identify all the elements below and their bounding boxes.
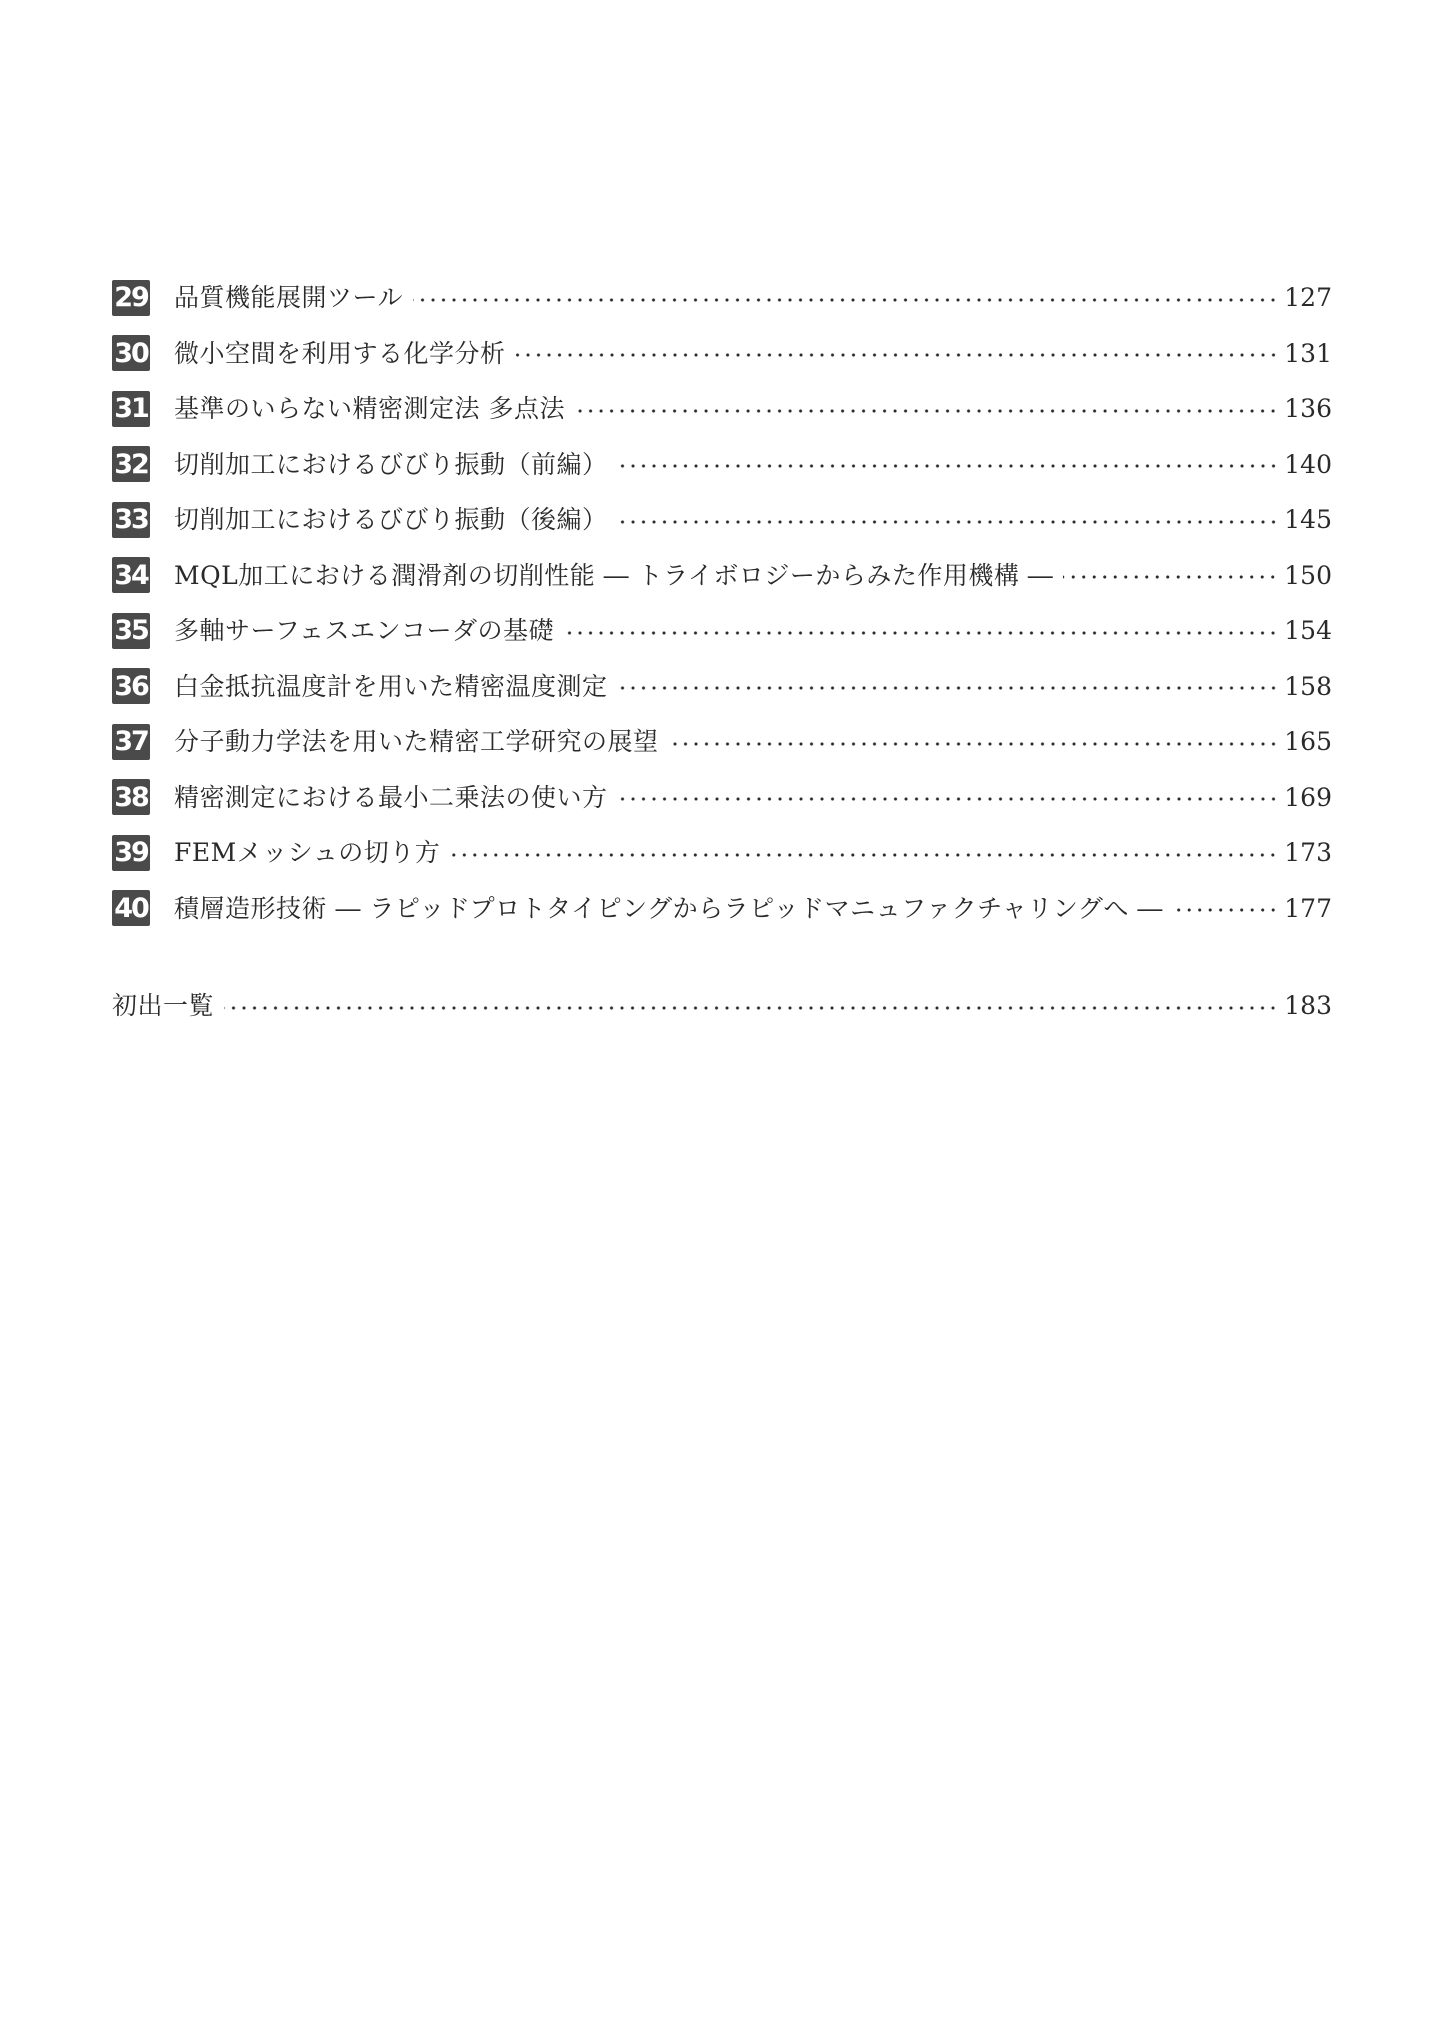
page-number: 177 xyxy=(1284,893,1332,923)
toc-entry-36[interactable] xyxy=(112,659,1332,715)
chapter-title: MQL加工における潤滑剤の切削性能 ― トライボロジーからみた作用機構 ― xyxy=(174,560,1054,590)
toc-entry-35[interactable] xyxy=(112,603,1332,659)
chapter-number-badge: 32 xyxy=(112,446,150,482)
toc-entry-29[interactable] xyxy=(112,270,1332,326)
chapter-number-badge: 30 xyxy=(112,335,150,371)
chapter-number-badge: 33 xyxy=(112,502,150,538)
toc-entry-40[interactable] xyxy=(112,881,1332,937)
page-number: 169 xyxy=(1284,782,1332,812)
page-number: 154 xyxy=(1284,616,1332,646)
toc-entry-38[interactable] xyxy=(112,770,1332,826)
dot-leader xyxy=(669,742,1279,746)
chapter-title: 切削加工におけるびびり振動（前編） xyxy=(174,449,608,479)
page-number: 150 xyxy=(1284,560,1332,590)
toc-entry-37[interactable] xyxy=(112,714,1332,770)
chapter-number-badge: 31 xyxy=(112,391,150,427)
chapter-title: 基準のいらない精密測定法 多点法 xyxy=(174,394,565,424)
dot-leader xyxy=(516,353,1279,357)
toc-entry-39[interactable] xyxy=(112,825,1332,881)
dot-leader xyxy=(450,853,1278,857)
toc-entry-31[interactable] xyxy=(112,381,1332,437)
chapter-number-badge: 36 xyxy=(112,668,150,704)
chapter-number-badge: 40 xyxy=(112,890,150,926)
chapter-title: 微小空間を利用する化学分析 xyxy=(174,338,506,368)
page-number: 183 xyxy=(1284,991,1332,1021)
page-number: 131 xyxy=(1284,338,1332,368)
dot-leader xyxy=(618,464,1279,468)
chapter-title: 分子動力学法を用いた精密工学研究の展望 xyxy=(174,727,659,757)
chapter-number-badge: 29 xyxy=(112,280,150,316)
appendix-title: 初出一覧 xyxy=(112,991,215,1021)
chapter-title: FEMメッシュの切り方 xyxy=(174,838,441,868)
page-number: 136 xyxy=(1284,394,1332,424)
dot-leader xyxy=(618,686,1279,690)
chapter-title: 切削加工におけるびびり振動（後編） xyxy=(174,505,608,535)
toc-entry-33[interactable] xyxy=(112,492,1332,548)
dot-leader xyxy=(1063,575,1278,579)
chapter-title: 品質機能展開ツール xyxy=(174,283,404,313)
page-number: 145 xyxy=(1284,505,1332,535)
chapter-number-badge: 39 xyxy=(112,835,150,871)
toc-entry-32[interactable] xyxy=(112,437,1332,493)
page-number: 158 xyxy=(1284,671,1332,701)
page-number: 127 xyxy=(1284,283,1332,313)
chapter-number-badge: 37 xyxy=(112,724,150,760)
toc-entry-appendix[interactable] xyxy=(112,978,1332,1034)
dot-leader xyxy=(1173,908,1278,912)
page-number: 140 xyxy=(1284,449,1332,479)
toc-entry-30[interactable] xyxy=(112,326,1332,382)
chapter-title: 多軸サーフェスエンコーダの基礎 xyxy=(174,616,555,646)
toc-entry-34[interactable] xyxy=(112,548,1332,604)
dot-leader xyxy=(618,797,1279,801)
table-of-contents xyxy=(112,270,1332,1034)
page-number: 173 xyxy=(1284,838,1332,868)
chapter-number-badge: 38 xyxy=(112,779,150,815)
chapter-title: 精密測定における最小二乗法の使い方 xyxy=(174,782,608,812)
dot-leader xyxy=(575,409,1278,413)
dot-leader xyxy=(564,631,1278,635)
chapter-title: 白金抵抗温度計を用いた精密温度測定 xyxy=(174,671,608,701)
chapter-number-badge: 35 xyxy=(112,613,150,649)
dot-leader xyxy=(413,298,1278,302)
chapter-title: 積層造形技術 ― ラピッドプロトタイピングからラピッドマニュファクチャリングへ ― xyxy=(174,893,1163,923)
chapter-number-badge: 34 xyxy=(112,557,150,593)
dot-leader xyxy=(618,520,1279,524)
dot-leader xyxy=(224,1006,1278,1010)
page-number: 165 xyxy=(1284,727,1332,757)
